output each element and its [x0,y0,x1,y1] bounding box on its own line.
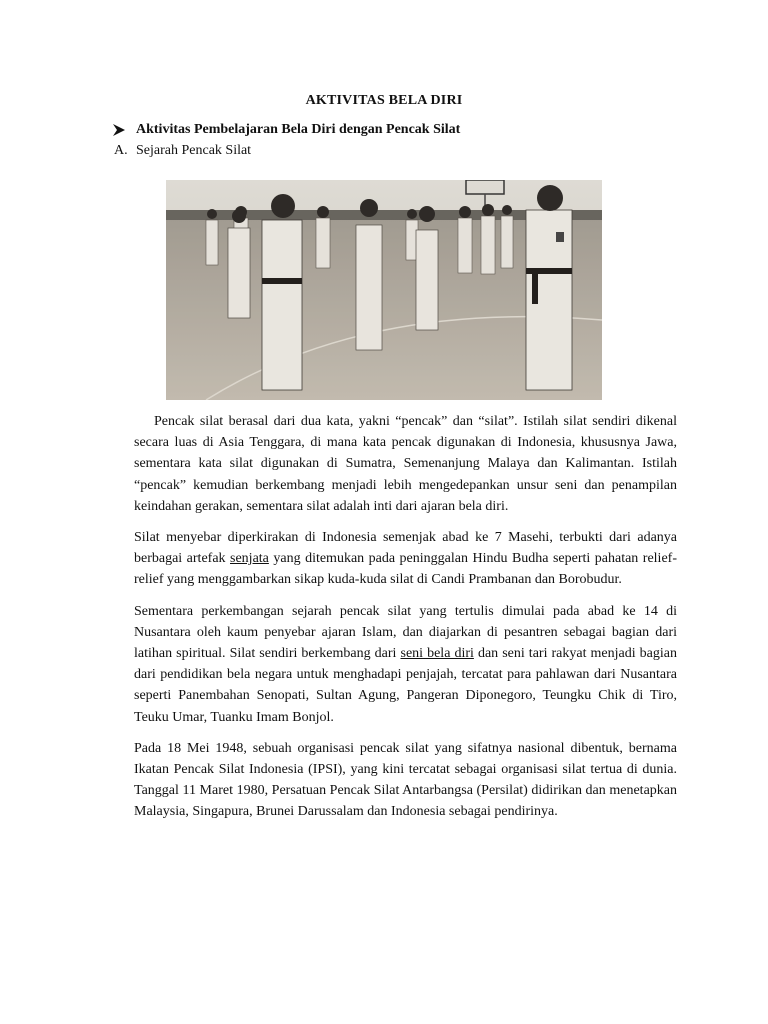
paragraph-3 [134,601,677,728]
paragraph-3-text: Sementara perkembangan sejarah pencak silat yang tertulis dimulai pada abad ke 14 di Nusantara oleh kaum penyebar ajaran Islam, dan diajarkan di pesantren sebagai bagian dari latihan spiritual. Silat sendiri berkembang dari [134,603,677,662]
photo-illustration [166,180,602,400]
paragraph-2-text-cont: yang ditemukan pada peninggalan Hindu Budha seperti pahatan relief-relief yang menggambarkan sikap kuda-kuda silat di Candi Prambanan dan Borobudur. [134,551,677,588]
subheading-text: Aktivitas Pembelajaran Bela Diri dengan Pencak Silat [136,122,461,137]
subheading [112,122,460,138]
body-text [134,411,677,833]
pencak-silat-training-photo [166,180,602,400]
paragraph-1: Pencak silat berasal dari dua kata, yakni “pencak” dan “silat”. Istilah silat sendiri dikenal secara luas di Asia Tenggara, di mana kata pencak digunakan di Indonesia, khususnya Jawa, sementara kata silat digunakan di Sumatra, Semenanjung Malaya dan Kalimantan. Istilah “pencak” kemudian berkembang menjadi lebih mengedepankan unsur seni dan penampilan keindahan gerakan, sementara silat adalah inti dari ajaran bela diri. [134,414,677,514]
seni-bela-diri-link[interactable]: seni bela diri [400,646,474,662]
senjata-link[interactable]: senjata [230,551,269,567]
section-number: A. [114,143,128,158]
paragraph-2-text: Silat menyebar diperkirakan di Indonesia semenjak abad ke 7 Masehi, terbukti dari adanya berbagai artefak [134,530,677,567]
paragraph-3-text-cont: dan seni tari rakyat menjadi bagian dari pendidikan bela negara untuk menghadapi penjajah, tercatat para pahlawan dari Nusantara seperti Panembahan Senopati, Sultan Agung, Pangeran Diponegoro, Teungku Chik di Tiro, Teuku Umar, Tuanku Imam Bonjol. [134,646,677,725]
arrowhead-bullet-icon [112,123,126,137]
paragraph-4: Pada 18 Mei 1948, sebuah organisasi pencak silat yang sifatnya nasional dibentuk, bernama Ikatan Pencak Silat Indonesia (IPSI), yang kini tercatat sebagai organisasi silat tertua di dunia. Tanggal 11 Maret 1980, Persatuan Pencak Silat Antarbangsa (Persilat) didirikan dan menetapkan Malaysia, Singapura, Brunei Darussalam dan Indonesia sebagai pendirinya. [134,740,677,820]
page-title: AKTIVITAS BELA DIRI [305,93,463,108]
section-title: Sejarah Pencak Silat [136,143,252,158]
paragraph-2 [134,527,677,591]
section-heading [114,143,251,159]
